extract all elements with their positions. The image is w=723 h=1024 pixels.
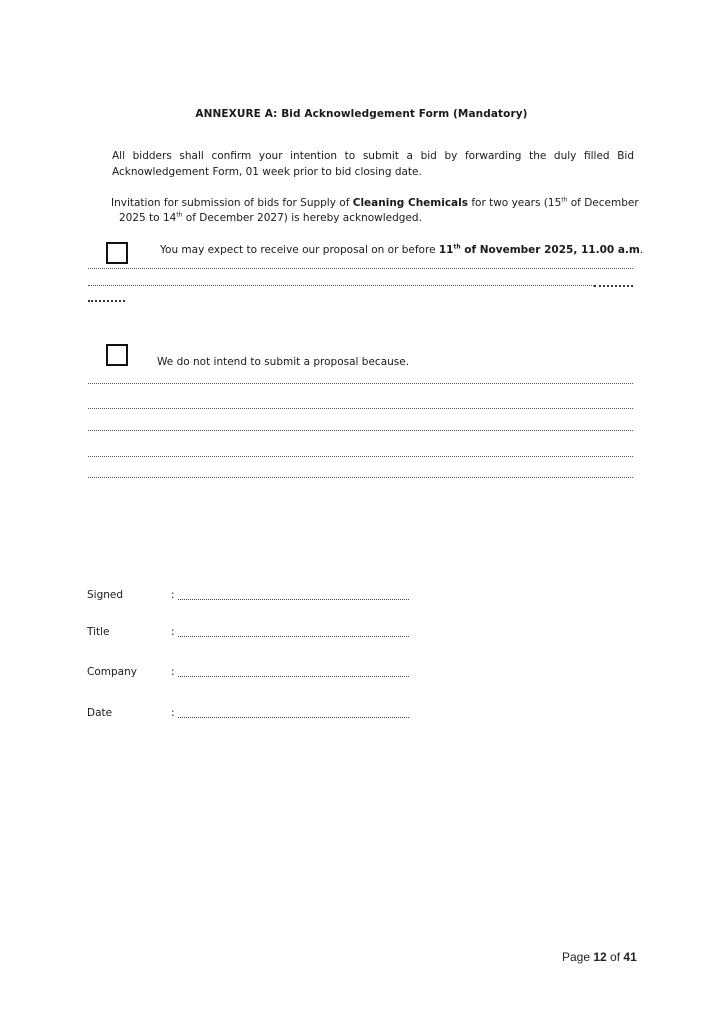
title-field[interactable] — [178, 636, 409, 637]
signed-field[interactable] — [178, 599, 409, 600]
signed-label: Signed — [87, 589, 124, 601]
decline-proposal-checkbox[interactable] — [106, 344, 128, 366]
company-separator: : — [171, 666, 175, 678]
signed-separator: : — [171, 589, 175, 601]
submit-note-line-2[interactable] — [88, 285, 594, 286]
proposal-deadline: 11th of November 2025, 11.00 a.m — [438, 243, 640, 256]
title-label: Title — [87, 626, 110, 638]
company-label: Company — [87, 666, 137, 678]
decline-reason-line-1[interactable] — [88, 383, 633, 384]
submit-proposal-label: You may expect to receive our proposal on or before 11th of November 2025, 11.00 a.m. — [160, 243, 644, 256]
decline-reason-line-2[interactable] — [88, 408, 633, 409]
submit-note-line-1[interactable] — [88, 268, 633, 269]
date-separator: : — [171, 707, 175, 719]
title-separator: : — [171, 626, 175, 638]
submit-note-line-3[interactable] — [88, 300, 125, 302]
page-title: ANNEXURE A: Bid Acknowledgement Form (Mandatory) — [195, 108, 528, 120]
date-field[interactable] — [178, 717, 409, 718]
decline-reason-line-5[interactable] — [88, 477, 633, 478]
item-name: Cleaning Chemicals — [352, 197, 468, 209]
invitation-line-1: Invitation for submission of bids for Supply of Cleaning Chemicals for two years (15th of December — [111, 196, 639, 209]
invitation-paragraph — [111, 196, 641, 226]
date-label: Date — [87, 707, 113, 719]
invitation-line-2: 2025 to 14th of December 2027) is hereby acknowledged. — [119, 211, 422, 224]
intro-paragraph: All bidders shall confirm your intention to submit a bid by forwarding the duly filled Bid Acknowledgement Form, 01 week prior to bid closing date. — [112, 150, 634, 178]
page-number: Page 12 of 41 — [562, 950, 637, 964]
company-field[interactable] — [178, 676, 409, 677]
decline-reason-line-3[interactable] — [88, 430, 633, 431]
submit-note-line-2-end — [594, 285, 633, 287]
decline-reason-line-4[interactable] — [88, 456, 633, 457]
submit-proposal-checkbox[interactable] — [106, 242, 128, 264]
decline-proposal-label: We do not intend to submit a proposal because. — [157, 356, 410, 368]
